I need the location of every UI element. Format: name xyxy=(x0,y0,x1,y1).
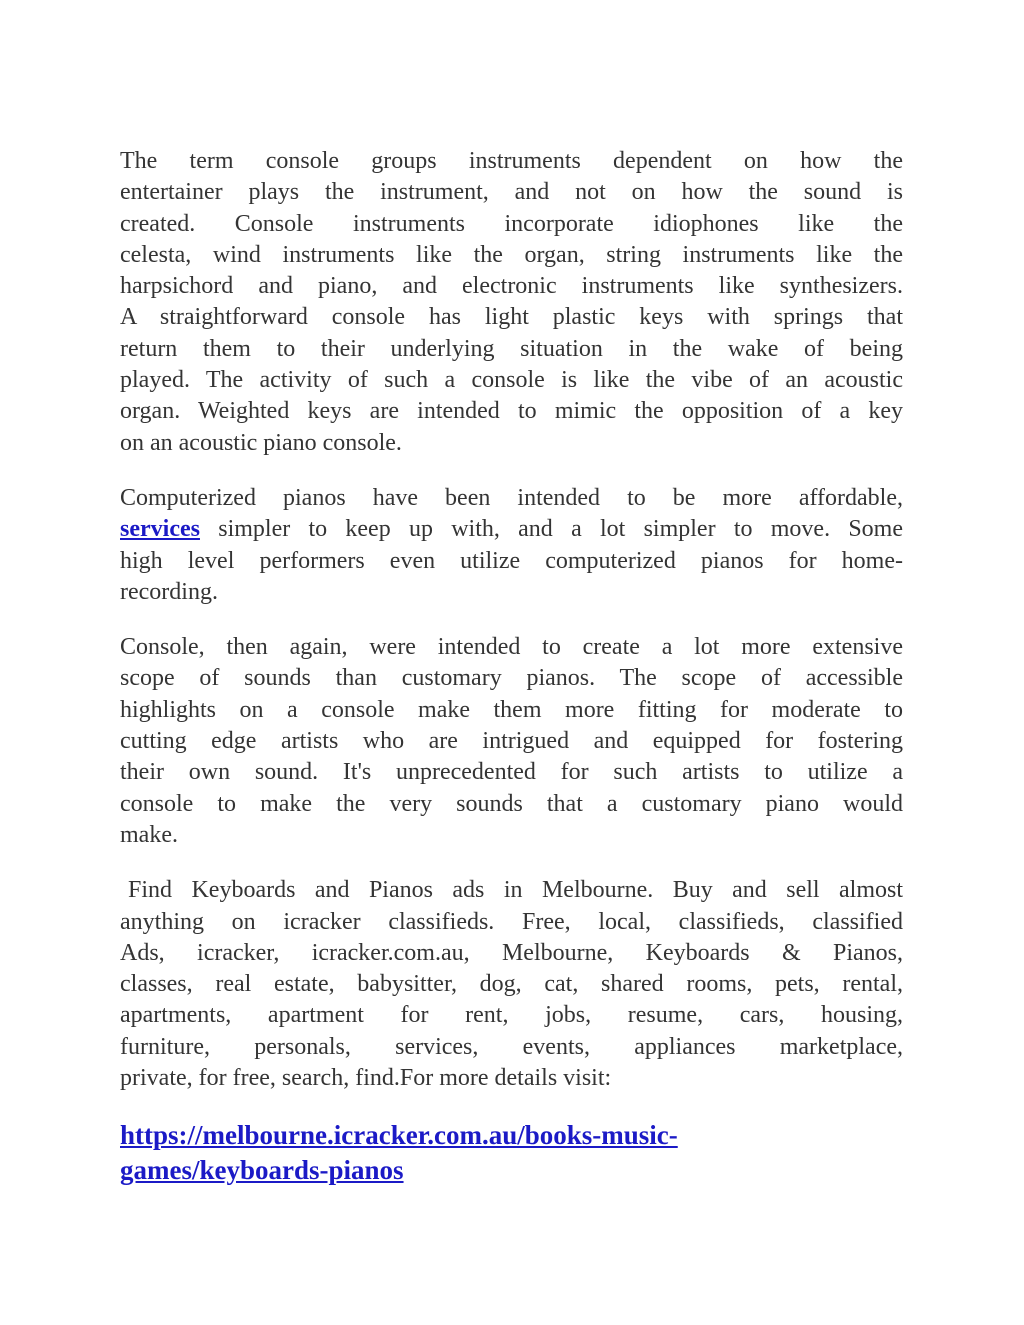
text-line: private, for free, search, find.For more details visit: xyxy=(120,1065,612,1092)
text-line: apartments, apartment for rent, jobs, resume, cars, housing, xyxy=(120,1002,903,1029)
text-line: classes, real estate, babysitter, dog, cat, shared rooms, pets, rental, xyxy=(120,971,903,998)
text-line: make. xyxy=(120,821,178,848)
text-line-rest: simpler to keep up with, and a lot simpler to move. Some xyxy=(199,516,903,543)
text-line xyxy=(120,514,903,545)
text-line: scope of sounds than customary pianos. The scope of accessible xyxy=(120,665,903,692)
text-line: on an acoustic piano console. xyxy=(120,429,402,456)
text-line: furniture, personals, services, events, appliances marketplace, xyxy=(120,1033,903,1060)
url-link-line-1[interactable]: https://melbourne.icracker.com.au/books-music- xyxy=(120,1120,678,1151)
text-line: Ads, icracker, icracker.com.au, Melbourne, Keyboards & Pianos, xyxy=(120,939,903,966)
services-link[interactable]: services xyxy=(120,516,200,543)
text-line: their own sound. It's unprecedented for such artists to utilize a xyxy=(120,759,903,786)
text-line: Find Keyboards and Pianos ads in Melbourne. Buy and sell almost xyxy=(128,877,903,904)
text-line: entertainer plays the instrument, and not on how the sound is xyxy=(120,179,903,206)
text-line: Computerized pianos have been intended to be more affordable, xyxy=(120,484,903,511)
url-link-line-2[interactable]: games/keyboards-pianos xyxy=(120,1155,404,1186)
text-line: recording. xyxy=(120,578,218,605)
text-line: high level performers even utilize computerized pianos for home- xyxy=(120,547,903,574)
text-line: organ. Weighted keys are intended to mimic the opposition of a key xyxy=(120,398,903,425)
text-line: harpsichord and piano, and electronic instruments like synthesizers. xyxy=(120,273,903,300)
text-line: A straightforward console has light plastic keys with springs that xyxy=(120,304,903,331)
text-line: return them to their underlying situation in the wake of being xyxy=(120,335,903,362)
footer-link-paragraph xyxy=(120,1118,903,1188)
text-line: console to make the very sounds that a customary piano would xyxy=(120,790,903,817)
text-line: highlights on a console make them more fitting for moderate to xyxy=(120,696,903,723)
text-line: played. The activity of such a console is like the vibe of an acoustic xyxy=(120,367,903,394)
text-line: The term console groups instruments dependent on how the xyxy=(120,148,903,174)
text-line: celesta, wind instruments like the organ, string instruments like the xyxy=(120,241,903,268)
text-line: cutting edge artists who are intrigued and equipped for fostering xyxy=(120,728,903,755)
text-line: created. Console instruments incorporate idiophones like the xyxy=(120,210,903,237)
text-line: anything on icracker classifieds. Free, local, classifieds, classified xyxy=(120,908,903,935)
text-line: Console, then again, were intended to create a lot more extensive xyxy=(120,634,903,661)
